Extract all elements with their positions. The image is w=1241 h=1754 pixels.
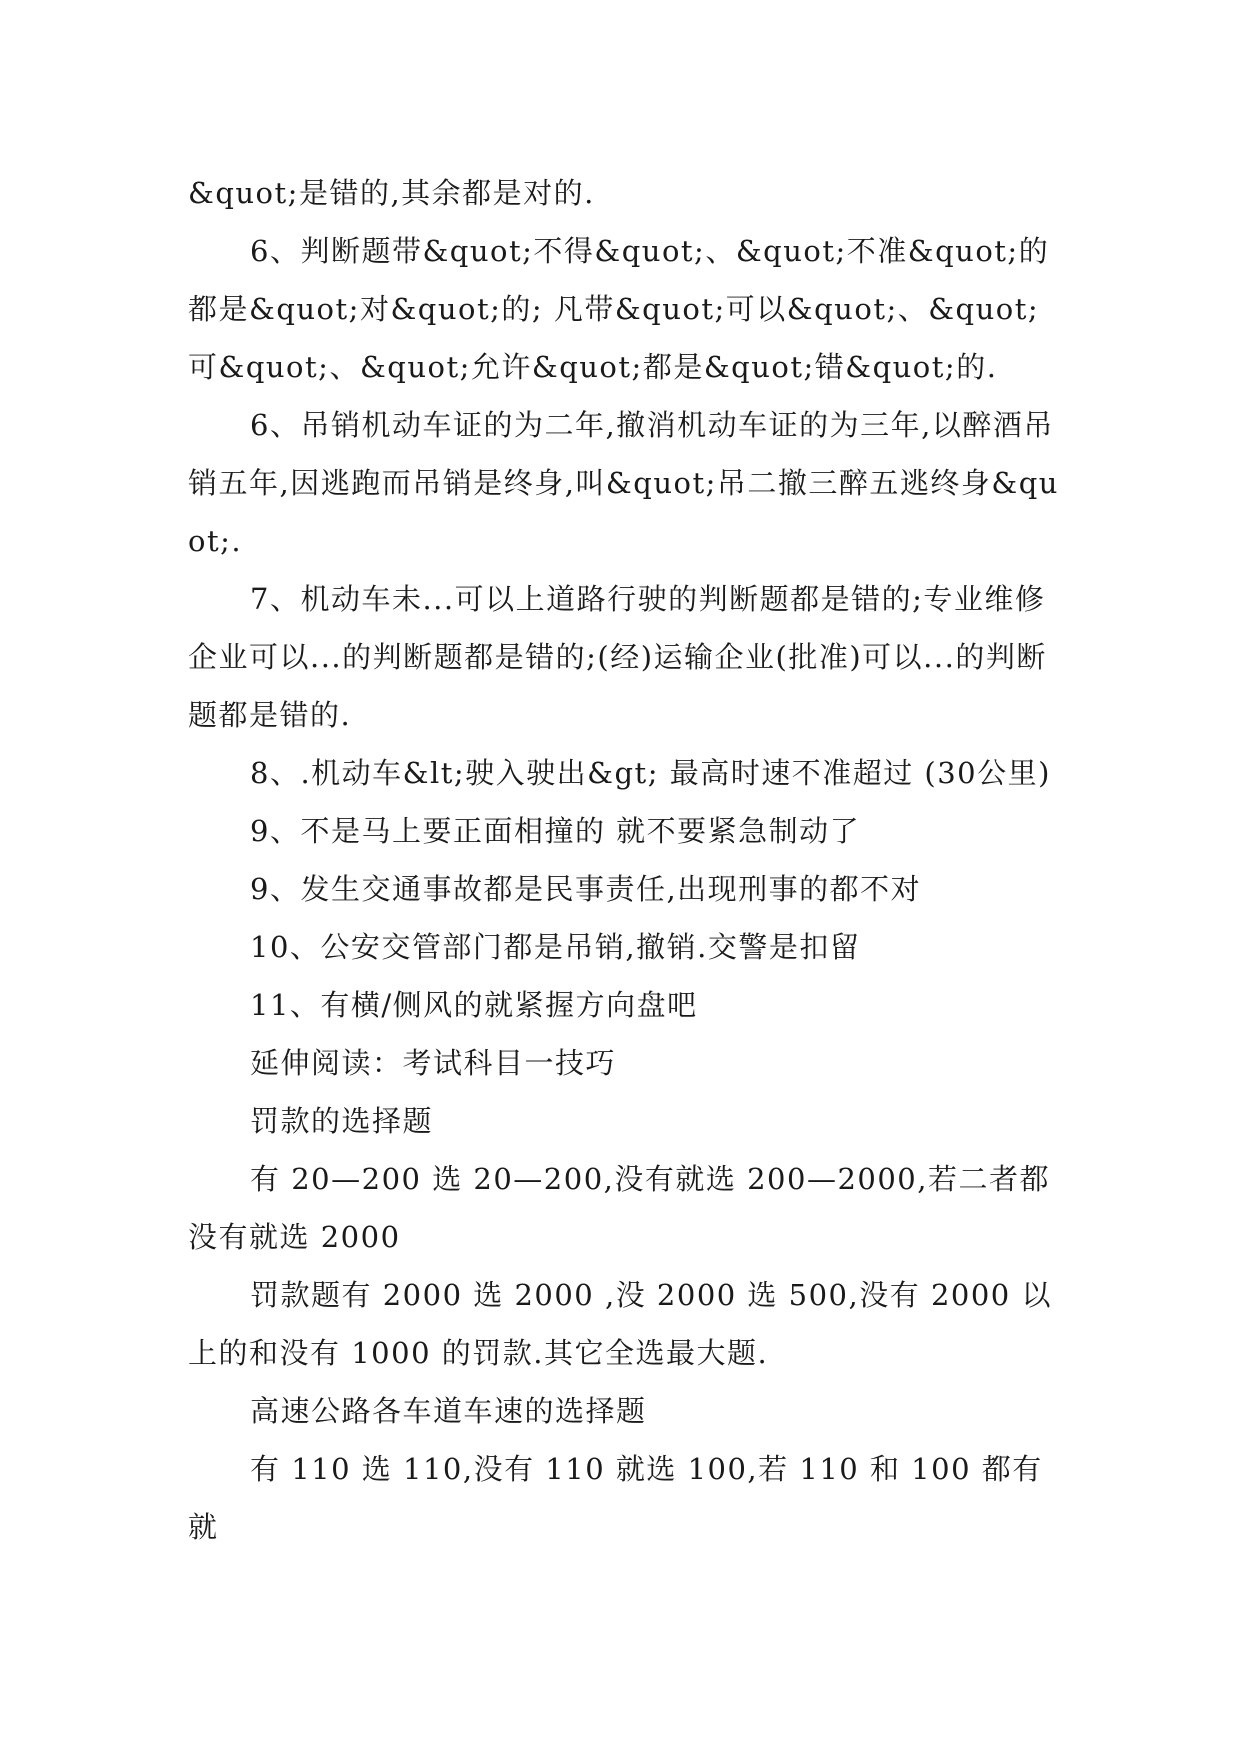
paragraph: 9、不是马上要正面相撞的 就不要紧急制动了	[250, 814, 861, 848]
paragraph: 11、有横/侧风的就紧握方向盘吧	[250, 988, 698, 1022]
paragraph: 8、.机动车&lt;驶入驶出&gt; 最高时速不准超过 (30公里)	[250, 756, 1051, 790]
paragraph: 6、判断题带&quot;不得&quot;、&quot;不准&quot;的都是&quot;对&quot;的; 凡带&quot;可以&quot;、&quot;可&quot;、&quot;允许&quot;都是&quot;错&quot;的.	[188, 234, 1050, 384]
paragraph: 有 20—200 选 20—200,没有就选 200—2000,若二者都没有就选 2000	[188, 1162, 1050, 1254]
paragraph: 10、公安交管部门都是吊销,撤销.交警是扣留	[250, 930, 861, 964]
paragraph: &quot;是错的,其余都是对的.	[188, 176, 595, 210]
section-heading: 罚款的选择题	[250, 1104, 434, 1138]
section-heading: 高速公路各车道车速的选择题	[250, 1394, 647, 1428]
paragraph: 9、发生交通事故都是民事责任,出现刑事的都不对	[250, 872, 922, 906]
document-body	[188, 164, 1068, 1556]
paragraph: 6、吊销机动车证的为二年,撤消机动车证的为三年,以醉酒吊销五年,因逃跑而吊销是终身,叫&quot;吊二撤三醉五逃终身&quot;.	[188, 408, 1059, 558]
section-heading: 延伸阅读：考试科目一技巧	[250, 1046, 617, 1080]
paragraph: 7、机动车未...可以上道路行驶的判断题都是错的;专业维修企业可以...的判断题都是错的;(经)运输企业(批准)可以...的判断题都是错的.	[188, 582, 1047, 732]
paragraph: 罚款题有 2000 选 2000 ,没 2000 选 500,没有 2000 以上的和没有 1000 的罚款.其它全选最大题.	[188, 1278, 1052, 1370]
paragraph: 有 110 选 110,没有 110 就选 100,若 110 和 100 都有就	[188, 1452, 1043, 1544]
